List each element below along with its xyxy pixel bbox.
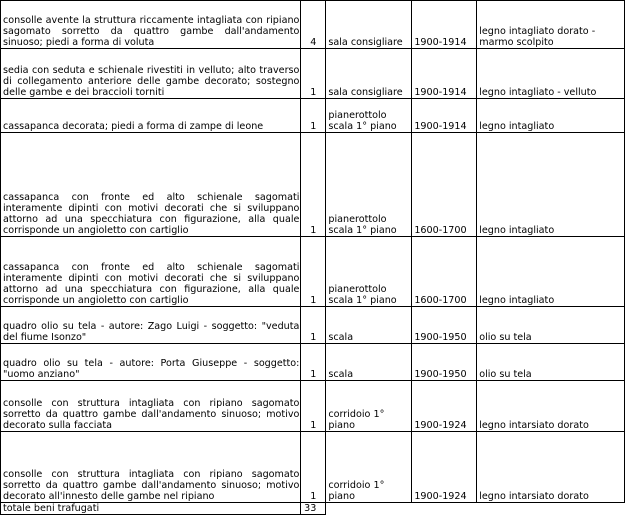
item-description-cell: cassapanca con fronte ed alto schienale sagomati interamente dipinti con motivi decorati che si sviluppano attorno ad una specchiatura con figurazione, alla quale corrisponde un angioletto con cartiglio (1, 133, 301, 237)
item-quantity-cell: 1 (301, 133, 326, 237)
item-description-cell: quadro olio su tela - autore: Zago Luigi - soggetto: "veduta del fiume Isonzo" (1, 307, 301, 344)
table-row (1, 1, 625, 49)
item-material-cell: olio su tela (477, 307, 625, 344)
table-row (1, 307, 625, 344)
table-row (1, 99, 625, 133)
item-description-cell: consolle con struttura intagliata con ripiano sagomato sorretto da quattro gambe dall'andamento sinuoso; motivo decorato sulla facciata (1, 381, 301, 432)
item-material-cell: legno intagliato (477, 99, 625, 133)
empty-cell (412, 503, 477, 515)
item-quantity-cell: 1 (301, 99, 326, 133)
table-row (1, 49, 625, 99)
empty-cell (326, 503, 412, 515)
item-location-cell: sala consigliare (326, 1, 412, 49)
item-period-cell: 1900-1914 (412, 49, 477, 99)
item-quantity-cell: 1 (301, 237, 326, 307)
item-period-cell: 1900-1950 (412, 344, 477, 381)
item-location-cell: scala (326, 344, 412, 381)
total-row (1, 503, 625, 515)
item-material-cell: olio su tela (477, 344, 625, 381)
item-material-cell: legno intagliato - velluto (477, 49, 625, 99)
total-quantity: 33 (301, 503, 326, 515)
item-material-cell: legno intarsiato dorato (477, 432, 625, 503)
table-row (1, 237, 625, 307)
item-description-cell: consolle avente la struttura riccamente intagliata con ripiano sagomato sorretto da quattro gambe dall'andamento sinuoso; piedi a forma di voluta (1, 1, 301, 49)
item-description-cell: cassapanca decorata; piedi a forma di zampe di leone (1, 99, 301, 133)
item-location-cell: scala (326, 307, 412, 344)
item-description-cell: sedia con seduta e schienale rivestiti in velluto; alto traverso di collegamento anteriore delle gambe decorato; sostegno delle gambe e dei braccioli torniti (1, 49, 301, 99)
item-quantity-cell: 1 (301, 307, 326, 344)
item-quantity-cell: 1 (301, 381, 326, 432)
item-material-cell: legno intagliato (477, 237, 625, 307)
item-period-cell: 1900-1914 (412, 99, 477, 133)
item-material-cell: legno intagliato (477, 133, 625, 237)
item-period-cell: 1900-1914 (412, 1, 477, 49)
table-row (1, 133, 625, 237)
item-location-cell: pianerottolo scala 1° piano (326, 237, 412, 307)
item-quantity-cell: 4 (301, 1, 326, 49)
item-material-cell: legno intagliato dorato - marmo scolpito (477, 1, 625, 49)
item-period-cell: 1900-1950 (412, 307, 477, 344)
item-quantity-cell: 1 (301, 432, 326, 503)
item-location-cell: sala consigliare (326, 49, 412, 99)
table-row (1, 381, 625, 432)
item-period-cell: 1600-1700 (412, 237, 477, 307)
item-quantity-cell: 1 (301, 49, 326, 99)
item-material-cell: legno intarsiato dorato (477, 381, 625, 432)
empty-cell (477, 503, 625, 515)
item-location-cell: corridoio 1° piano (326, 381, 412, 432)
item-period-cell: 1900-1924 (412, 432, 477, 503)
item-period-cell: 1600-1700 (412, 133, 477, 237)
item-description-cell: consolle con struttura intagliata con ripiano sagomato sorretto da quattro gambe dall'andamento sinuoso; motivo decorato all'innesto delle gambe nel ripiano (1, 432, 301, 503)
item-quantity-cell: 1 (301, 344, 326, 381)
item-location-cell: pianerottolo scala 1° piano (326, 133, 412, 237)
total-label: totale beni trafugati (1, 503, 301, 515)
item-location-cell: corridoio 1° piano (326, 432, 412, 503)
table-row (1, 432, 625, 503)
item-location-cell: pianerottolo scala 1° piano (326, 99, 412, 133)
item-description-cell: quadro olio su tela - autore: Porta Giuseppe - soggetto: "uomo anziano" (1, 344, 301, 381)
item-period-cell: 1900-1924 (412, 381, 477, 432)
item-description-cell: cassapanca con fronte ed alto schienale sagomati interamente dipinti con motivi decorati che si sviluppano attorno ad una specchiatura con figurazione, alla quale corrisponde un angioletto con cartiglio (1, 237, 301, 307)
table-row (1, 344, 625, 381)
table-body (1, 1, 625, 515)
